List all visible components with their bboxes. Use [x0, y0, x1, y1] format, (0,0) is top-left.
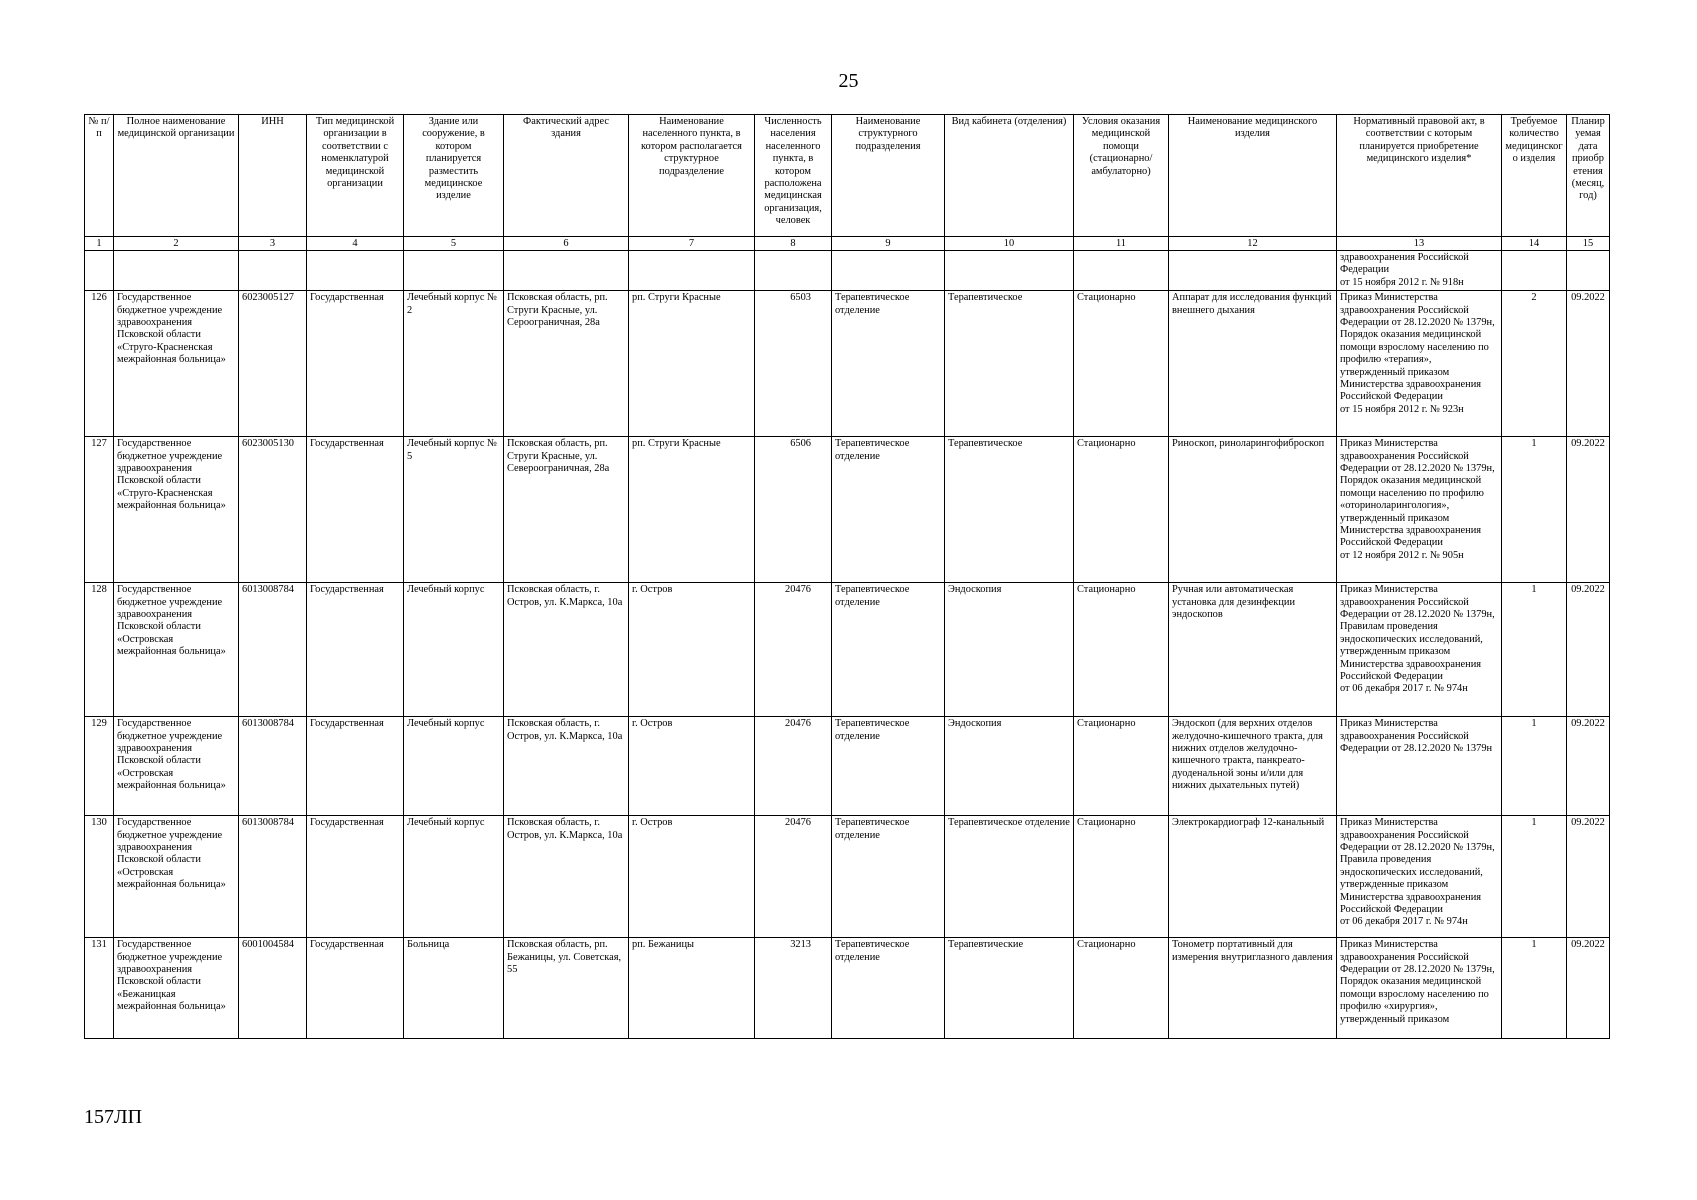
page-number: 25: [838, 70, 859, 92]
medical-equipment-table: [84, 114, 1610, 1039]
building-cell: Больница: [404, 938, 504, 1039]
settlement-cell: рп. Струги Красные: [629, 437, 755, 583]
quantity-cell: 2: [1502, 291, 1567, 437]
header-cell: Полное наименование медицинской организации: [114, 115, 239, 237]
column-number: 14: [1502, 237, 1567, 251]
settlement-cell: г. Остров: [629, 717, 755, 816]
column-number-row: [85, 237, 1610, 251]
division-cell: Терапевтическое отделение: [832, 291, 945, 437]
column-number: 6: [504, 237, 629, 251]
planned-date-cell: 09.2022: [1567, 717, 1610, 816]
legal-act-cell: Приказ Министерства здравоохранения Российской Федерации от 28.12.2020 № 1379н, Правила проведения эндоскопических исследований, утвержденные приказом Министерства здравоохранения Российской Федерации от 06 декабря 2017 г. № 974н: [1337, 816, 1502, 938]
legal-act-cell: Приказ Министерства здравоохранения Российской Федерации от 28.12.2020 № 1379н, Порядок оказания медицинской помощи населению по профилю «оториноларингология», утвержденный приказом Министерства здравоохранения Российской Федерации от 12 ноября 2012 г. № 905н: [1337, 437, 1502, 583]
header-cell: Вид кабинета (отделения): [945, 115, 1074, 237]
quantity-cell: 1: [1502, 816, 1567, 938]
division-cell: Терапевтическое отделение: [832, 583, 945, 717]
population-cell: 20476: [755, 816, 832, 938]
device-name-cell: Электрокардиограф 12-канальный: [1169, 816, 1337, 938]
quantity-cell: 1: [1502, 437, 1567, 583]
row-number-cell: 131: [85, 938, 114, 1039]
settlement-cell: рп. Бежаницы: [629, 938, 755, 1039]
org-type-cell: Государственная: [307, 717, 404, 816]
population-cell: 3213: [755, 938, 832, 1039]
column-number: 13: [1337, 237, 1502, 251]
org-name-cell: Государственное бюджетное учреждение здравоохранения Псковской области «Струго-Красненская межрайонная больница»: [114, 437, 239, 583]
header-cell: Наименование медицинского изделия: [1169, 115, 1337, 237]
cabinet-type-cell: Терапевтическое: [945, 291, 1074, 437]
inn-cell: 6013008784: [239, 816, 307, 938]
header-cell: Требуемое количество медицинского изделия: [1502, 115, 1567, 237]
org-type-cell: Государственная: [307, 816, 404, 938]
row-number-cell: 129: [85, 717, 114, 816]
building-cell: Лечебный корпус № 2: [404, 291, 504, 437]
quantity-cell: 1: [1502, 938, 1567, 1039]
table-row: [85, 938, 1610, 1039]
org-type-cell: Государственная: [307, 291, 404, 437]
device-name-cell: Эндоскоп (для верхних отделов желудочно-кишечного тракта, для нижних отделов желудочно-кишечного тракта, панкреато-дуоденальной зоны и/или для нижних дыхательных путей): [1169, 717, 1337, 816]
header-cell: Тип медицинской организации в соответствии с номенклатурой медицинской организации: [307, 115, 404, 237]
header-cell: ИНН: [239, 115, 307, 237]
settlement-cell: г. Остров: [629, 816, 755, 938]
header-cell: Фактический адрес здания: [504, 115, 629, 237]
planned-date-cell: 09.2022: [1567, 437, 1610, 583]
care-conditions-cell: Стационарно: [1074, 938, 1169, 1039]
address-cell: Псковская область, рп. Струги Красные, ул. Сероограничная, 28а: [504, 291, 629, 437]
column-number: 12: [1169, 237, 1337, 251]
column-number: 9: [832, 237, 945, 251]
population-cell: 20476: [755, 717, 832, 816]
device-name-cell: Ручная или автоматическая установка для дезинфекции эндоскопов: [1169, 583, 1337, 717]
column-number: 2: [114, 237, 239, 251]
device-name-cell: Тонометр портативный для измерения внутриглазного давления: [1169, 938, 1337, 1039]
org-name-cell: Государственное бюджетное учреждение здравоохранения Псковской области «Бежаницкая межрайонная больница»: [114, 938, 239, 1039]
header-cell: Нормативный правовой акт, в соответствии с которым планируется приобретение медицинского изделия*: [1337, 115, 1502, 237]
column-number: 3: [239, 237, 307, 251]
care-conditions-cell: Стационарно: [1074, 291, 1169, 437]
footer-code: 157ЛП: [84, 1106, 143, 1128]
column-number: 4: [307, 237, 404, 251]
act-cell-continued: здравоохранения Российской Федерации от 15 ноября 2012 г. № 918н: [1337, 251, 1502, 291]
population-cell: 6506: [755, 437, 832, 583]
column-number: 5: [404, 237, 504, 251]
care-conditions-cell: Стационарно: [1074, 816, 1169, 938]
org-name-cell: Государственное бюджетное учреждение здравоохранения Псковской области «Островская межрайонная больница»: [114, 816, 239, 938]
address-cell: Псковская область, г. Остров, ул. К.Маркса, 10а: [504, 583, 629, 717]
inn-cell: 6023005127: [239, 291, 307, 437]
org-type-cell: Государственная: [307, 938, 404, 1039]
legal-act-cell: Приказ Министерства здравоохранения Российской Федерации от 28.12.2020 № 1379н, Правилам проведения эндоскопических исследований, утвержденным приказом Министерства здравоохранения Российской Федерации от 06 декабря 2017 г. № 974н: [1337, 583, 1502, 717]
care-conditions-cell: Стационарно: [1074, 717, 1169, 816]
org-name-cell: Государственное бюджетное учреждение здравоохранения Псковской области «Островская межрайонная больница»: [114, 583, 239, 717]
address-cell: Псковская область, рп. Бежаницы, ул. Советская, 55: [504, 938, 629, 1039]
table-row: [85, 816, 1610, 938]
table-row: [85, 437, 1610, 583]
header-cell: Условия оказания медицинской помощи (стационарно/ амбулаторно): [1074, 115, 1169, 237]
device-name-cell: Аппарат для исследования функций внешнего дыхания: [1169, 291, 1337, 437]
building-cell: Лечебный корпус: [404, 583, 504, 717]
planned-date-cell: 09.2022: [1567, 938, 1610, 1039]
legal-act-cell: Приказ Министерства здравоохранения Российской Федерации от 28.12.2020 № 1379н, Порядок оказания медицинской помощи взрослому населению по профилю «терапия», утвержденный приказом Министерства здравоохранения Российской Федерации от 15 ноября 2012 г. № 923н: [1337, 291, 1502, 437]
cabinet-type-cell: Эндоскопия: [945, 717, 1074, 816]
settlement-cell: рп. Струги Красные: [629, 291, 755, 437]
division-cell: Терапевтическое отделение: [832, 437, 945, 583]
planned-date-cell: 09.2022: [1567, 291, 1610, 437]
header-cell: Численность населения населенного пункта, в котором расположена медицинская организация, человек: [755, 115, 832, 237]
division-cell: Терапевтическое отделение: [832, 717, 945, 816]
column-number: 8: [755, 237, 832, 251]
row-number-cell: 126: [85, 291, 114, 437]
division-cell: Терапевтическое отделение: [832, 938, 945, 1039]
org-type-cell: Государственная: [307, 437, 404, 583]
header-cell: Здание или сооружение, в котором планируется разместить медицинское изделие: [404, 115, 504, 237]
legal-act-cell: Приказ Министерства здравоохранения Российской Федерации от 28.12.2020 № 1379н, Порядок оказания медицинской помощи взрослому населению по профилю «хирургия», утвержденный приказом: [1337, 938, 1502, 1039]
row-number-cell: 128: [85, 583, 114, 717]
inn-cell: 6013008784: [239, 583, 307, 717]
continuation-row: [85, 251, 1610, 291]
table-row: [85, 291, 1610, 437]
column-number: 1: [85, 237, 114, 251]
column-number: 11: [1074, 237, 1169, 251]
column-number: 10: [945, 237, 1074, 251]
care-conditions-cell: Стационарно: [1074, 437, 1169, 583]
row-number-cell: 127: [85, 437, 114, 583]
header-cell: № п/п: [85, 115, 114, 237]
device-name-cell: Риноскоп, риноларингофиброскоп: [1169, 437, 1337, 583]
header-cell: Наименование населенного пункта, в котором располагается структурное подразделение: [629, 115, 755, 237]
org-name-cell: Государственное бюджетное учреждение здравоохранения Псковской области «Струго-Красненская межрайонная больница»: [114, 291, 239, 437]
building-cell: Лечебный корпус: [404, 816, 504, 938]
legal-act-cell: Приказ Министерства здравоохранения Российской Федерации от 28.12.2020 № 1379н: [1337, 717, 1502, 816]
settlement-cell: г. Остров: [629, 583, 755, 717]
table-row: [85, 583, 1610, 717]
quantity-cell: 1: [1502, 717, 1567, 816]
division-cell: Терапевтическое отделение: [832, 816, 945, 938]
inn-cell: 6023005130: [239, 437, 307, 583]
address-cell: Псковская область, г. Остров, ул. К.Маркса, 10а: [504, 717, 629, 816]
table-header-row: [85, 115, 1610, 237]
table-row: [85, 717, 1610, 816]
care-conditions-cell: Стационарно: [1074, 583, 1169, 717]
cabinet-type-cell: Эндоскопия: [945, 583, 1074, 717]
org-name-cell: Государственное бюджетное учреждение здравоохранения Псковской области «Островская межрайонная больница»: [114, 717, 239, 816]
address-cell: Псковская область, г. Остров, ул. К.Маркса, 10а: [504, 816, 629, 938]
population-cell: 20476: [755, 583, 832, 717]
cabinet-type-cell: Терапевтическое отделение: [945, 816, 1074, 938]
column-number: 7: [629, 237, 755, 251]
org-type-cell: Государственная: [307, 583, 404, 717]
quantity-cell: 1: [1502, 583, 1567, 717]
cabinet-type-cell: Терапевтическое: [945, 437, 1074, 583]
building-cell: Лечебный корпус: [404, 717, 504, 816]
inn-cell: 6001004584: [239, 938, 307, 1039]
inn-cell: 6013008784: [239, 717, 307, 816]
row-number-cell: 130: [85, 816, 114, 938]
cabinet-type-cell: Терапевтические: [945, 938, 1074, 1039]
address-cell: Псковская область, рп. Струги Красные, ул. Североограничная, 28а: [504, 437, 629, 583]
header-cell: Наименование структурного подразделения: [832, 115, 945, 237]
building-cell: Лечебный корпус № 5: [404, 437, 504, 583]
planned-date-cell: 09.2022: [1567, 583, 1610, 717]
planned-date-cell: 09.2022: [1567, 816, 1610, 938]
header-cell: Планируемая дата приобретения (месяц, год): [1567, 115, 1610, 237]
column-number: 15: [1567, 237, 1610, 251]
population-cell: 6503: [755, 291, 832, 437]
